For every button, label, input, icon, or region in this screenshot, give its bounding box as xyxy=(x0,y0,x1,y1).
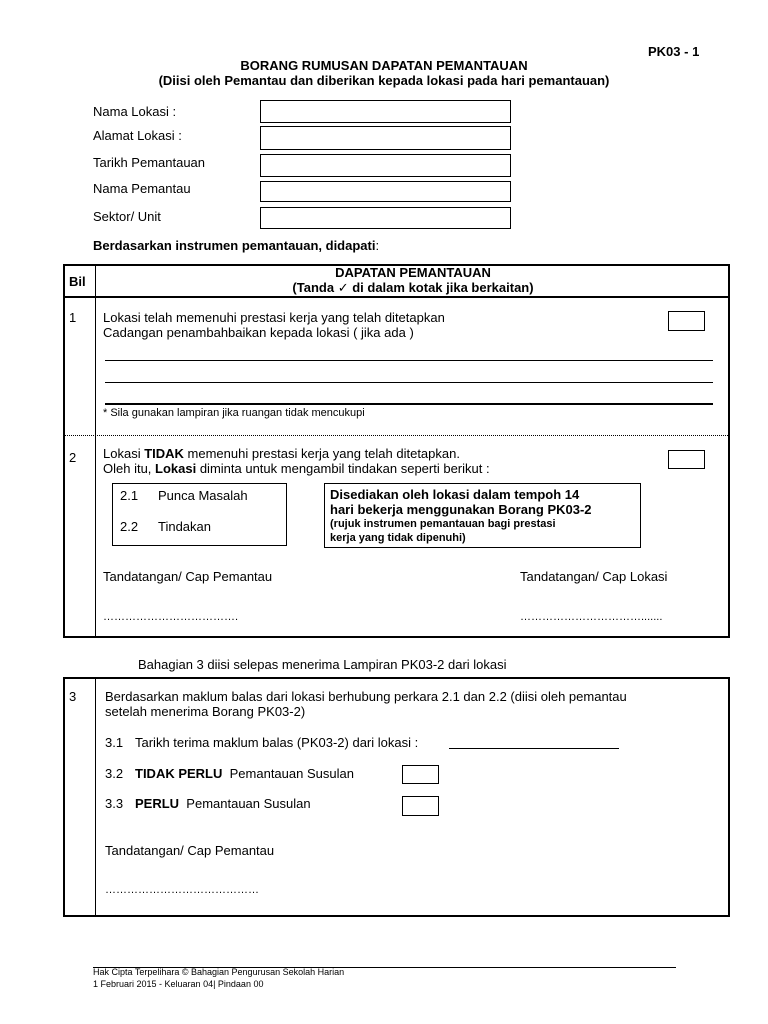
row1-write-line-2[interactable] xyxy=(105,382,713,383)
item-3-3-number: 3.3 xyxy=(105,796,124,811)
subheader-suffix: di dalam kotak jika berkaitan) xyxy=(352,280,534,295)
row2-signature-lokasi-label: Tandatangan/ Cap Lokasi xyxy=(520,569,668,584)
item-3-3-bold: PERLU xyxy=(135,796,180,811)
row2-line2 xyxy=(103,461,490,476)
row2-checkbox[interactable] xyxy=(668,450,705,469)
footer-copyright: Hak Cipta Terpelihara © Bahagian Pengurusan Sekolah Harian xyxy=(93,967,345,977)
check-mark-icon: ✓ xyxy=(337,280,349,295)
row1-number: 1 xyxy=(69,310,77,325)
form-code: PK03 - 1 xyxy=(648,44,700,59)
row3-line1: Berdasarkan maklum balas dari lokasi berhubung perkara 2.1 dan 2.2 (diisi oleh pemantau xyxy=(105,689,627,704)
intro-colon: : xyxy=(375,238,380,253)
field-label-sektor-unit: Sektor/ Unit xyxy=(93,209,161,224)
row3-line2: setelah menerima Borang PK03-2) xyxy=(105,704,306,719)
intro-text xyxy=(93,238,379,253)
footer-version: 1 Februari 2015 - Keluaran 04| Pindaan 00 xyxy=(93,979,264,989)
field-label-nama-lokasi: Nama Lokasi : xyxy=(93,104,177,119)
row2-signature-pemantau-label: Tandatangan/ Cap Pemantau xyxy=(103,569,273,584)
item-2-1-label: Punca Masalah xyxy=(158,488,248,503)
row2-line2-c: diminta untuk mengambil tindakan seperti berikut : xyxy=(196,461,490,476)
row1-write-line-3[interactable] xyxy=(105,403,713,405)
item-3-2-number: 3.2 xyxy=(105,766,124,781)
item-3-2-label xyxy=(135,766,354,781)
row1-line2: Cadangan penambahbaikan kepada lokasi ( jika ada ) xyxy=(103,325,414,340)
row1-write-line-1[interactable] xyxy=(105,360,713,361)
form-title: BORANG RUMUSAN DAPATAN PEMANTAUAN xyxy=(240,58,528,73)
tidak-perlu-checkbox[interactable] xyxy=(402,765,439,784)
row2-line1-a: Lokasi xyxy=(103,446,145,461)
perlu-checkbox[interactable] xyxy=(402,796,439,816)
field-label-alamat-lokasi: Alamat Lokasi : xyxy=(93,128,182,143)
row-separator xyxy=(63,435,730,436)
sektor-unit-input[interactable] xyxy=(260,207,511,229)
row3-signature-label: Tandatangan/ Cap Pemantau xyxy=(105,843,275,858)
tarikh-pemantauan-input[interactable] xyxy=(260,154,511,177)
row2-signature-pemantau-line[interactable]: ………………………………. xyxy=(103,611,239,623)
row2-number: 2 xyxy=(69,450,77,465)
item-3-2-text: Pemantauan Susulan xyxy=(229,766,354,781)
item-2-2-label: Tindakan xyxy=(158,519,211,534)
row2-line1-c: memenuhi prestasi kerja yang telah ditetapkan. xyxy=(183,446,460,461)
nama-lokasi-input[interactable] xyxy=(260,100,511,123)
row1-line1: Lokasi telah memenuhi prestasi kerja yang telah ditetapkan xyxy=(103,310,445,325)
field-label-nama-pemantau: Nama Pemantau xyxy=(93,181,191,196)
item-3-3-text: Pemantauan Susulan xyxy=(186,796,311,811)
nama-pemantau-input[interactable] xyxy=(260,181,511,202)
item-2-2-number: 2.2 xyxy=(120,519,139,534)
note-line-4: kerja yang tidak dipenuhi) xyxy=(330,532,466,544)
section3-caption: Bahagian 3 diisi selepas menerima Lampiran PK03-2 dari lokasi xyxy=(138,657,507,672)
table-header-rule xyxy=(63,296,730,298)
row3-signature-line[interactable]: …………………………………… xyxy=(105,884,259,896)
tarikh-terima-input-line[interactable] xyxy=(449,748,619,749)
item-2-1-number: 2.1 xyxy=(120,488,139,503)
row2-line1-tidak: TIDAK xyxy=(144,446,184,461)
followup-divider xyxy=(95,677,96,917)
row1-note: * Sila gunakan lampiran jika ruangan tidak mencukupi xyxy=(103,407,365,419)
note-line-1: Disediakan oleh lokasi dalam tempoh 14 xyxy=(330,487,580,502)
row2-line1 xyxy=(103,446,460,461)
col-dapatan-subheader xyxy=(96,280,730,296)
row2-signature-lokasi-line[interactable]: ……………………………....... xyxy=(520,611,663,623)
col-dapatan-header: DAPATAN PEMANTAUAN xyxy=(335,265,491,280)
table-divider-bil xyxy=(95,264,96,638)
item-3-2-bold: TIDAK PERLU xyxy=(135,766,223,781)
note-line-2: hari bekerja menggunakan Borang PK03-2 xyxy=(330,502,592,517)
subheader-prefix: (Tanda xyxy=(292,280,335,295)
row2-line2-a: Oleh itu, xyxy=(103,461,156,476)
item-3-3-label xyxy=(135,796,311,811)
field-label-tarikh-pemantauan: Tarikh Pemantauan xyxy=(93,155,206,170)
note-line-3: (rujuk instrumen pemantauan bagi prestasi xyxy=(330,518,556,530)
row2-line2-lokasi: Lokasi xyxy=(155,461,197,476)
row1-checkbox[interactable] xyxy=(668,311,705,331)
col-bil-header: Bil xyxy=(69,274,86,289)
intro-bold: Berdasarkan instrumen pemantauan, didapati xyxy=(93,238,376,253)
item-3-1-label: Tarikh terima maklum balas (PK03-2) dari lokasi : xyxy=(135,735,419,750)
row3-number: 3 xyxy=(69,689,77,704)
item-3-1-number: 3.1 xyxy=(105,735,124,750)
form-subtitle: (Diisi oleh Pemantau dan diberikan kepada lokasi pada hari pemantauan) xyxy=(158,73,610,88)
alamat-lokasi-input[interactable] xyxy=(260,126,511,150)
